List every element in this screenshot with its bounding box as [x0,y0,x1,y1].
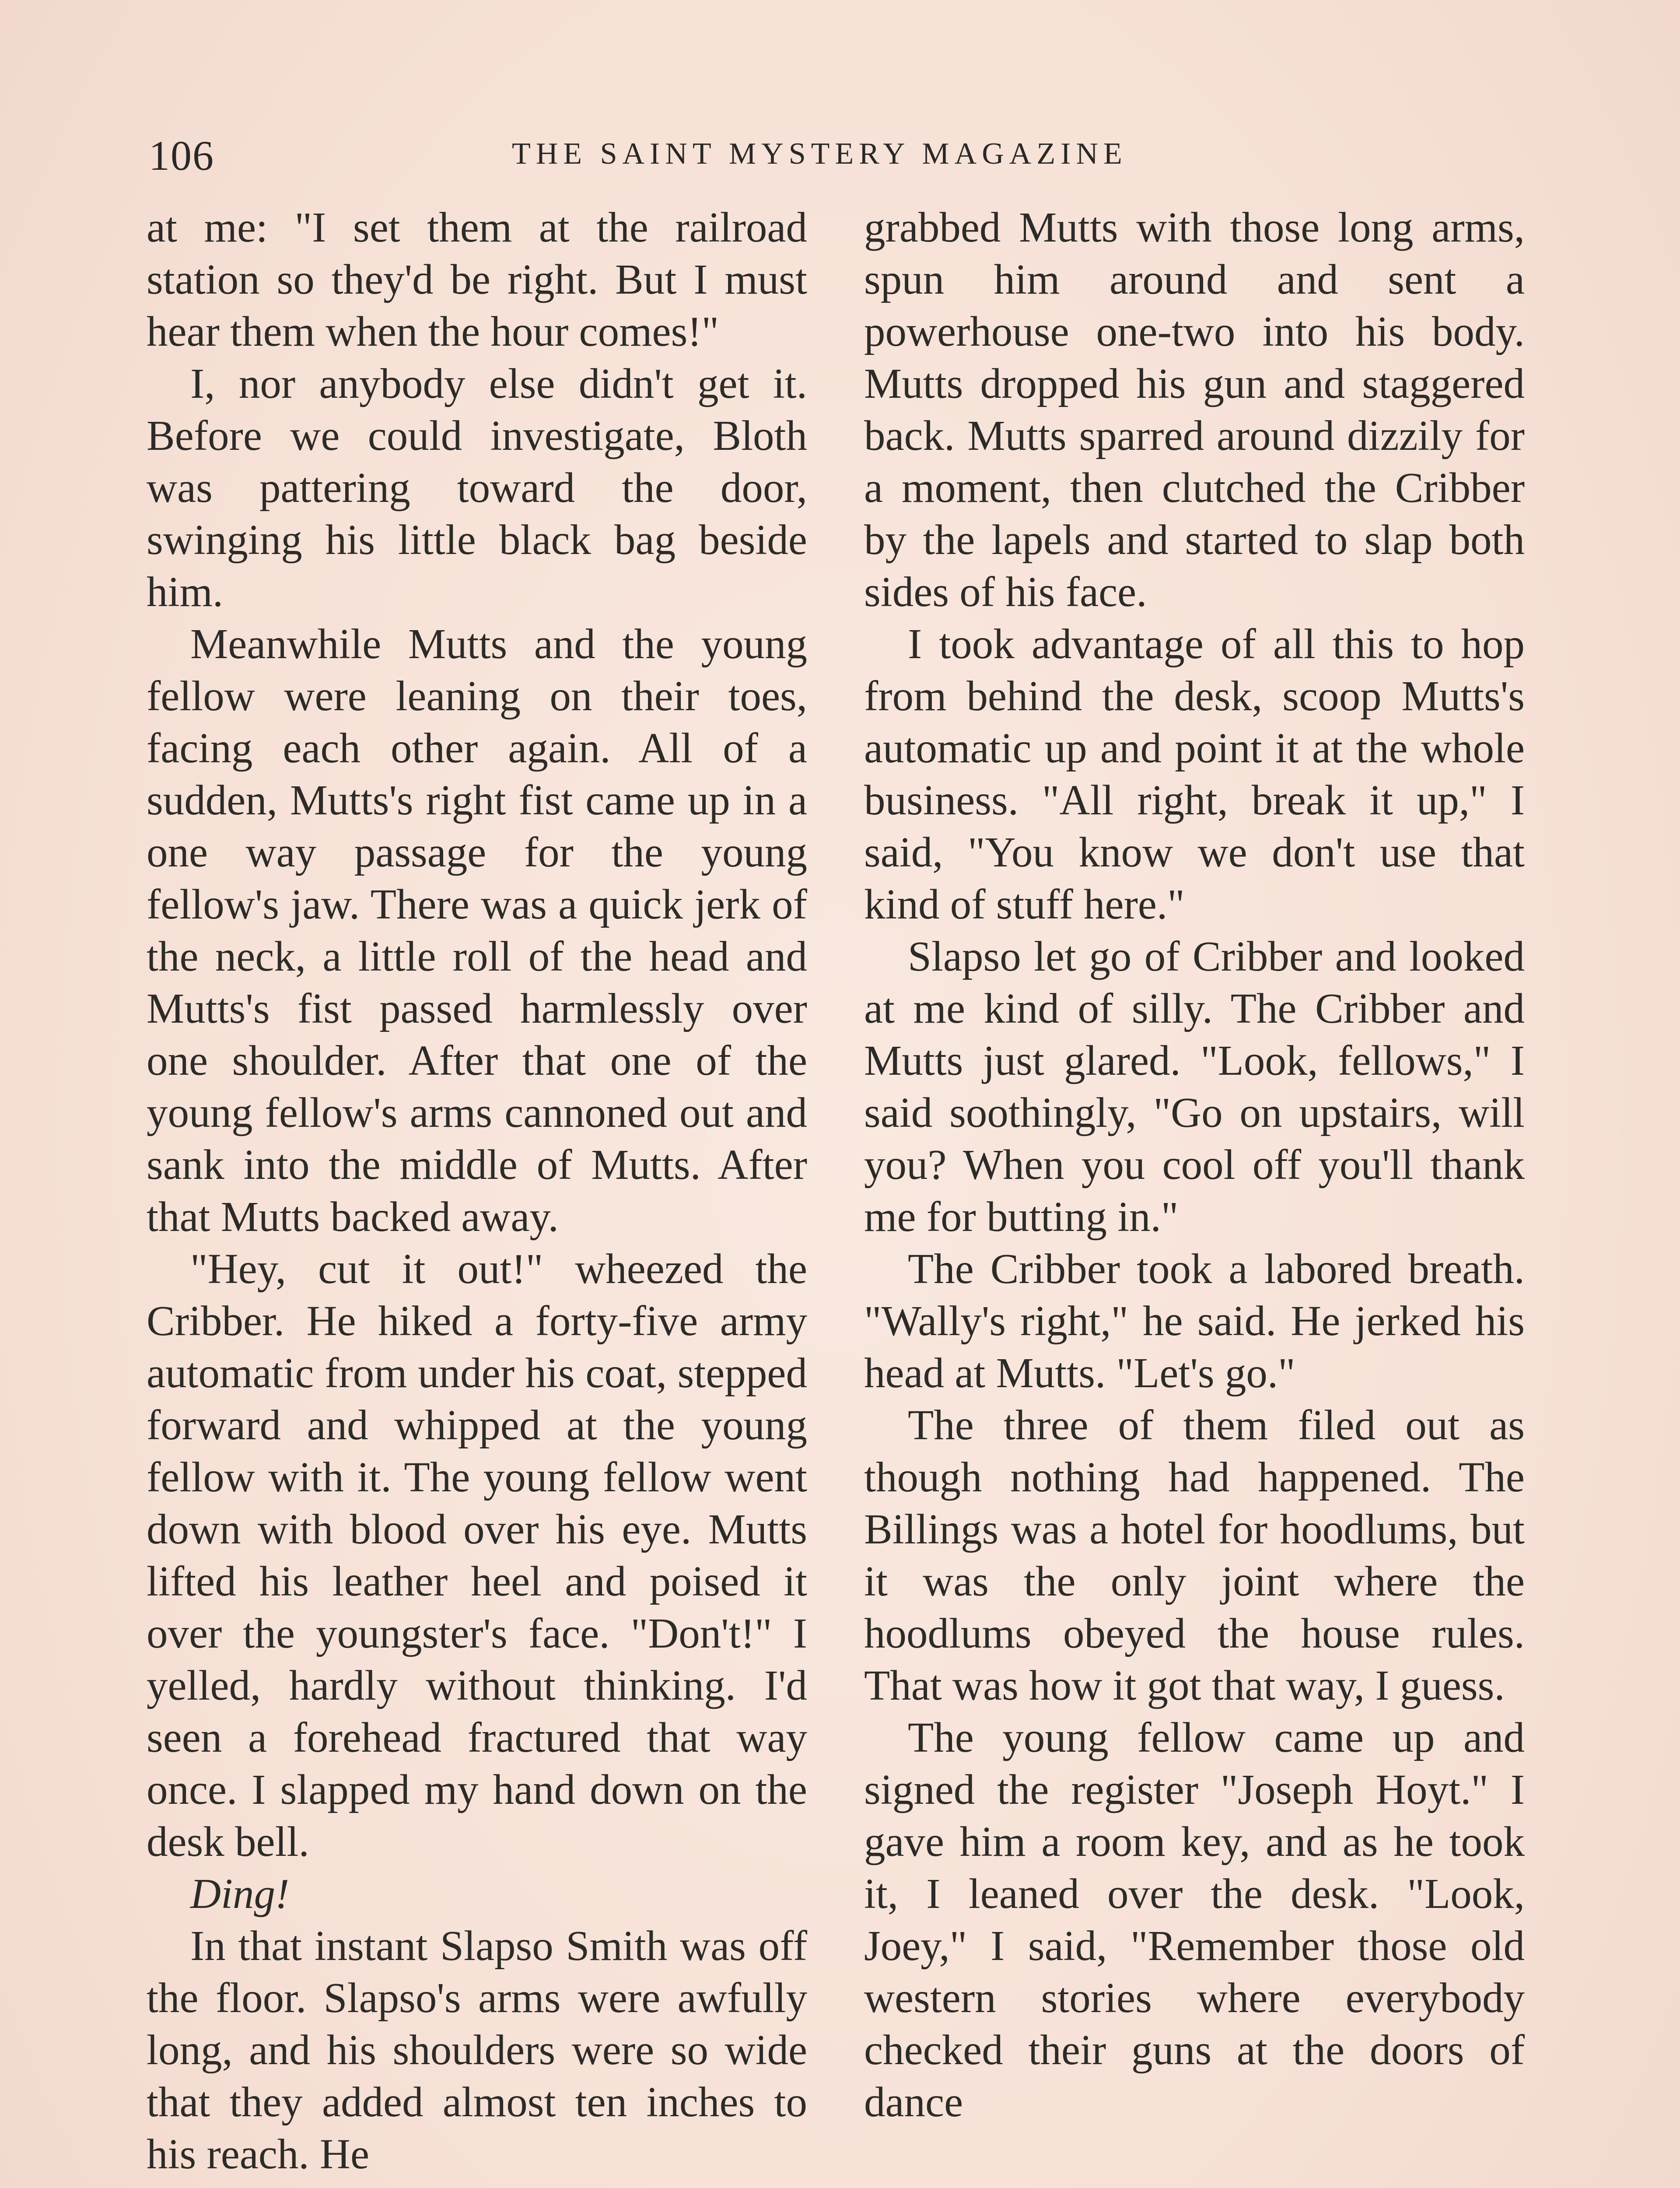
paragraph: The young fellow came up and signed the register "Joseph Hoyt." I gave him a room key, and as he took it, I leaned over the desk. "Look, Joey," I said, "Remember those old western stories where everybody checked their guns at the doors of dance [864,1714,1525,2125]
paragraph: grabbed Mutts with those long arms, spun him around and sent a powerhouse one-two into his body. Mutts dropped his gun and staggered back. Mutts sparred around dizzily for a moment, then clutched the Cribber by the lapels and started to slap both sides of his face. [864,204,1525,615]
paragraph: The three of them filed out as though nothing had happened. The Billings was a hotel for hoodlums, but it was the only joint where the hoodlums obeyed the house rules. That was how it got that way, I guess. [864,1402,1525,1709]
paragraph: Meanwhile Mutts and the young fellow were leaning on their toes, facing each other again. All of a sudden, Mutts's right fist came up in a one way passage for the young fellow's jaw. There was a quick jerk of the neck, a little roll of the head and Mutts's fist passed harmlessly over one shoulder. After that one of the young fellow's arms cannoned out and sank into the middle of Mutts. After that Mutts backed away. [147,621,807,1240]
paragraph: at me: "I set them at the railroad station so they'd be right. But I must hear them when the hour comes!" [147,204,807,355]
left-column [147,201,807,2180]
paragraph-italic [147,1868,807,1920]
paragraph: In that instant Slapso Smith was off the floor. Slapso's arms were awfully long, and his shoulders were so wide that they added almost ten inches to his reach. He [147,1922,807,2177]
page-header [149,131,1540,184]
sound-effect: Ding! [190,1870,290,1917]
paragraph: Slapso let go of Cribber and looked at me kind of silly. The Cribber and Mutts just glared. "Look, fellows," I said soothingly, "Go on upstairs, will you? When you cool off you'll thank me for butting in." [864,933,1525,1240]
paragraph: "Hey, cut it out!" wheezed the Cribber. He hiked a forty-five army automatic from under his coat, stepped forward and whipped at the young fellow with it. The young fellow went down with blood over his eye. Mutts lifted his leather heel and poised it over the youngster's face. "Don't!" I yelled, hardly without thinking. I'd seen a forehead fractured that way once. I slapped my hand down on the desk bell. [147,1245,807,1865]
paragraph: I, nor anybody else didn't get it. Before we could investigate, Bloth was pattering toward the door, swinging his little black bag beside him. [147,360,807,615]
paragraph: I took advantage of all this to hop from behind the desk, scoop Mutts's automatic up and point it at the whole business. "All right, break it up," I said, "You know we don't use that kind of stuff here." [864,621,1525,928]
right-column [864,201,1525,2128]
running-head: THE SAINT MYSTERY MAGAZINE [512,137,1127,171]
paragraph: The Cribber took a labored breath. "Wally's right," he said. He jerked his head at Mutts. "Let's go." [864,1245,1525,1396]
page-number: 106 [149,132,214,179]
